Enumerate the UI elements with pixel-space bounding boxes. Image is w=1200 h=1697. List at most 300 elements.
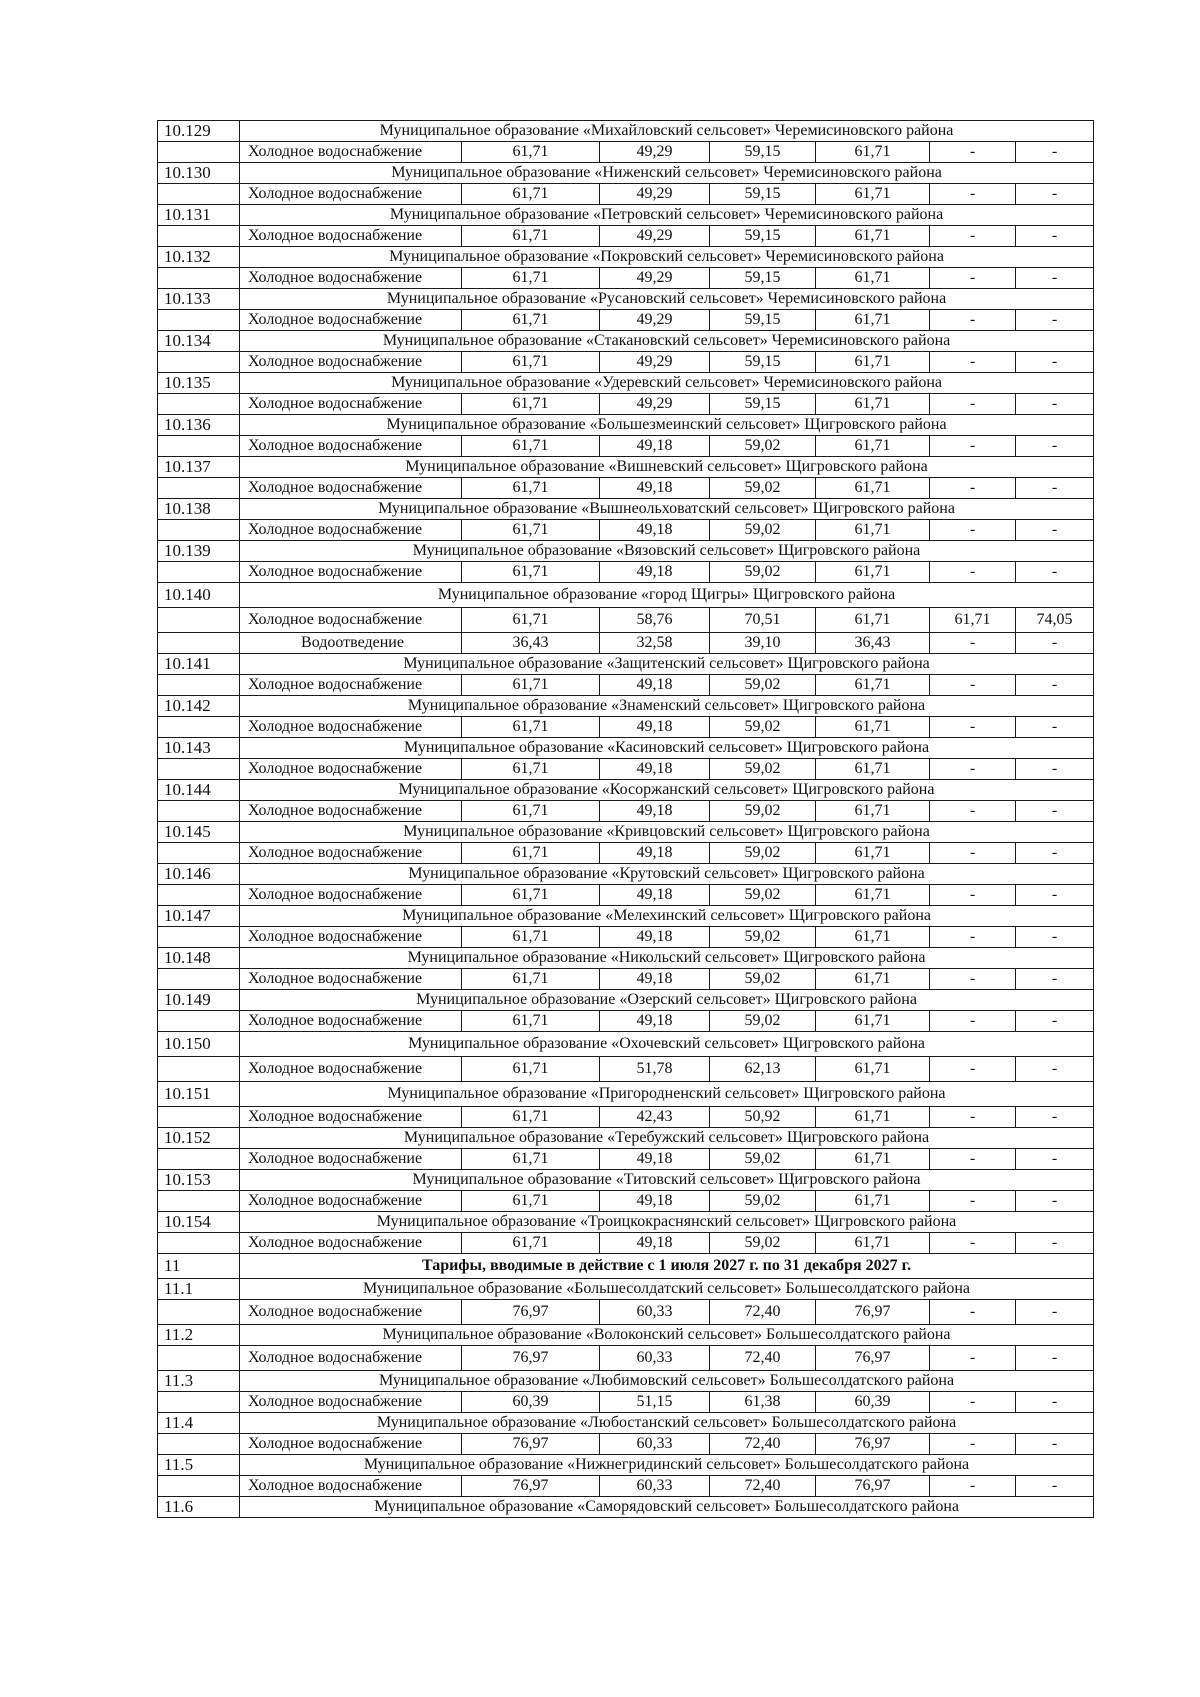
row-number-empty	[158, 562, 240, 583]
tariff-value: 61,71	[816, 608, 930, 633]
tariff-value: 61,71	[816, 226, 930, 247]
row-number: 10.138	[158, 499, 240, 520]
row-number-empty	[158, 969, 240, 990]
tariff-value: 61,71	[816, 1107, 930, 1128]
tariff-value: 49,29	[600, 310, 710, 331]
row-number: 10.152	[158, 1128, 240, 1149]
tariff-value: -	[1016, 226, 1094, 247]
row-number-empty	[158, 142, 240, 163]
service-row	[158, 310, 1094, 331]
service-name: Холодное водоснабжение	[240, 562, 462, 583]
municipality-header-row	[158, 1455, 1094, 1476]
service-name: Холодное водоснабжение	[240, 1300, 462, 1325]
row-number: 10.133	[158, 289, 240, 310]
tariff-value: 59,02	[710, 1191, 816, 1212]
tariff-value: 61,38	[710, 1392, 816, 1413]
municipality-header-row	[158, 1325, 1094, 1346]
tariff-value: 61,71	[816, 843, 930, 864]
row-number: 10.151	[158, 1082, 240, 1107]
service-name: Холодное водоснабжение	[240, 352, 462, 373]
municipality-header-row	[158, 289, 1094, 310]
row-number: 10.145	[158, 822, 240, 843]
tariff-value: 49,18	[600, 759, 710, 780]
service-name: Холодное водоснабжение	[240, 1107, 462, 1128]
tariff-value: -	[930, 675, 1016, 696]
service-name: Холодное водоснабжение	[240, 1149, 462, 1170]
tariff-value: 61,71	[462, 184, 600, 205]
row-number: 11	[158, 1254, 240, 1279]
tariff-value: -	[930, 633, 1016, 654]
tariff-value: 59,02	[710, 759, 816, 780]
tariff-value: 61,71	[816, 1233, 930, 1254]
municipality-title: Муниципальное образование «Саморядовский сельсовет» Большесолдатского района	[240, 1497, 1094, 1518]
municipality-header-row	[158, 780, 1094, 801]
tariff-value: 59,15	[710, 226, 816, 247]
tariff-value: -	[930, 801, 1016, 822]
service-name: Холодное водоснабжение	[240, 1346, 462, 1371]
row-number-empty	[158, 394, 240, 415]
tariff-value: -	[1016, 1300, 1094, 1325]
row-number-empty	[158, 1057, 240, 1082]
tariff-value: 72,40	[710, 1346, 816, 1371]
municipality-header-row	[158, 415, 1094, 436]
municipality-title: Муниципальное образование «Знаменский сельсовет» Щигровского района	[240, 696, 1094, 717]
tariff-value: 76,97	[816, 1476, 930, 1497]
tariff-value: 74,05	[1016, 608, 1094, 633]
tariff-value: 76,97	[816, 1300, 930, 1325]
service-row	[158, 717, 1094, 738]
tariff-value: 49,18	[600, 1149, 710, 1170]
row-number-empty	[158, 436, 240, 457]
row-number: 10.153	[158, 1170, 240, 1191]
tariff-value: 59,02	[710, 843, 816, 864]
row-number: 11.3	[158, 1371, 240, 1392]
municipality-title: Муниципальное образование «Никольский сельсовет» Щигровского района	[240, 948, 1094, 969]
municipality-header-row	[158, 1170, 1094, 1191]
tariff-value: -	[930, 969, 1016, 990]
tariff-value: -	[1016, 142, 1094, 163]
row-number-empty	[158, 1392, 240, 1413]
row-number: 10.132	[158, 247, 240, 268]
tariff-value: 49,18	[600, 969, 710, 990]
municipality-header-row	[158, 1212, 1094, 1233]
row-number-empty	[158, 608, 240, 633]
tariff-value: 61,71	[462, 562, 600, 583]
municipality-title: Муниципальное образование «Крутовский сельсовет» Щигровского района	[240, 864, 1094, 885]
service-name: Холодное водоснабжение	[240, 927, 462, 948]
service-name: Холодное водоснабжение	[240, 310, 462, 331]
tariff-value: 60,33	[600, 1434, 710, 1455]
tariff-table	[157, 120, 1094, 1518]
municipality-header-row	[158, 457, 1094, 478]
tariff-value: 59,15	[710, 352, 816, 373]
tariff-value: -	[1016, 1434, 1094, 1455]
tariff-value: -	[1016, 1011, 1094, 1032]
row-number-empty	[158, 675, 240, 696]
tariff-value: -	[1016, 1057, 1094, 1082]
municipality-header-row	[158, 247, 1094, 268]
tariff-value: -	[930, 1149, 1016, 1170]
tariff-value: -	[1016, 394, 1094, 415]
municipality-header-row	[158, 163, 1094, 184]
tariff-value: -	[930, 394, 1016, 415]
row-number: 11.5	[158, 1455, 240, 1476]
tariff-value: 61,71	[462, 310, 600, 331]
row-number-empty	[158, 927, 240, 948]
tariff-value: 61,71	[816, 520, 930, 541]
row-number: 10.134	[158, 331, 240, 352]
row-number-empty	[158, 1233, 240, 1254]
municipality-header-row	[158, 1032, 1094, 1057]
tariff-value: 49,18	[600, 478, 710, 499]
tariff-value: 61,71	[816, 184, 930, 205]
tariff-value: 59,02	[710, 436, 816, 457]
service-row	[158, 436, 1094, 457]
row-number: 10.129	[158, 121, 240, 142]
tariff-value: -	[1016, 675, 1094, 696]
municipality-header-row	[158, 373, 1094, 394]
tariff-value: 49,18	[600, 927, 710, 948]
municipality-header-row	[158, 990, 1094, 1011]
row-number: 10.146	[158, 864, 240, 885]
tariff-value: -	[1016, 1392, 1094, 1413]
tariff-value: 61,71	[462, 885, 600, 906]
service-row	[158, 1392, 1094, 1413]
section-title: Тарифы, вводимые в действие с 1 июля 2027 г. по 31 декабря 2027 г.	[240, 1254, 1094, 1279]
municipality-title: Муниципальное образование «Большесолдатский сельсовет» Большесолдатского района	[240, 1279, 1094, 1300]
tariff-value: -	[930, 1233, 1016, 1254]
tariff-value: 61,71	[462, 675, 600, 696]
service-name: Холодное водоснабжение	[240, 1476, 462, 1497]
tariff-value: -	[930, 1300, 1016, 1325]
tariff-value: 61,71	[462, 226, 600, 247]
municipality-header-row	[158, 499, 1094, 520]
municipality-title: Муниципальное образование «Теребужский сельсовет» Щигровского района	[240, 1128, 1094, 1149]
tariff-value: 61,71	[816, 1149, 930, 1170]
tariff-value: 49,18	[600, 885, 710, 906]
service-name: Холодное водоснабжение	[240, 843, 462, 864]
tariff-value: -	[1016, 478, 1094, 499]
row-number: 11.2	[158, 1325, 240, 1346]
tariff-value: 72,40	[710, 1434, 816, 1455]
service-name: Холодное водоснабжение	[240, 1191, 462, 1212]
tariff-value: -	[930, 562, 1016, 583]
tariff-value: -	[930, 310, 1016, 331]
service-row	[158, 226, 1094, 247]
municipality-header-row	[158, 1413, 1094, 1434]
service-name: Холодное водоснабжение	[240, 436, 462, 457]
tariff-value: 61,71	[462, 969, 600, 990]
tariff-value: 61,71	[462, 1107, 600, 1128]
municipality-header-row	[158, 1279, 1094, 1300]
service-row	[158, 478, 1094, 499]
row-number-empty	[158, 717, 240, 738]
row-number: 11.4	[158, 1413, 240, 1434]
tariff-value: 59,02	[710, 520, 816, 541]
tariff-value: 76,97	[462, 1346, 600, 1371]
tariff-value: -	[930, 1392, 1016, 1413]
service-row	[158, 1233, 1094, 1254]
tariff-value: 61,71	[462, 843, 600, 864]
tariff-value: -	[1016, 885, 1094, 906]
municipality-title: Муниципальное образование «Кривцовский сельсовет» Щигровского района	[240, 822, 1094, 843]
tariff-value: 59,15	[710, 310, 816, 331]
service-row	[158, 759, 1094, 780]
row-number-empty	[158, 1434, 240, 1455]
tariff-value: 61,71	[930, 608, 1016, 633]
tariff-value: 61,71	[816, 478, 930, 499]
service-name: Холодное водоснабжение	[240, 969, 462, 990]
tariff-value: -	[930, 843, 1016, 864]
row-number: 10.149	[158, 990, 240, 1011]
tariff-value: -	[1016, 268, 1094, 289]
municipality-title: Муниципальное образование «Охочевский сельсовет» Щигровского района	[240, 1032, 1094, 1057]
tariff-value: -	[930, 478, 1016, 499]
tariff-value: 51,15	[600, 1392, 710, 1413]
tariff-value: -	[930, 717, 1016, 738]
service-row	[158, 520, 1094, 541]
municipality-title: Муниципальное образование «Вишневский сельсовет» Щигровского района	[240, 457, 1094, 478]
row-number-empty	[158, 885, 240, 906]
tariff-value: 36,43	[816, 633, 930, 654]
tariff-value: 49,18	[600, 1191, 710, 1212]
service-row	[158, 1191, 1094, 1212]
row-number: 10.154	[158, 1212, 240, 1233]
municipality-title: Муниципальное образование «Покровский сельсовет» Черемисиновского района	[240, 247, 1094, 268]
municipality-header-row	[158, 948, 1094, 969]
tariff-value: 59,02	[710, 1011, 816, 1032]
row-number: 10.150	[158, 1032, 240, 1057]
tariff-value: 61,71	[816, 717, 930, 738]
tariff-value: 61,71	[816, 675, 930, 696]
tariff-value: 60,39	[462, 1392, 600, 1413]
tariff-value: 61,71	[816, 759, 930, 780]
tariff-value: -	[930, 1434, 1016, 1455]
municipality-title: Муниципальное образование «Косоржанский сельсовет» Щигровского района	[240, 780, 1094, 801]
tariff-value: 59,02	[710, 969, 816, 990]
tariff-value: 61,71	[462, 1191, 600, 1212]
service-row	[158, 1107, 1094, 1128]
tariff-value: -	[1016, 1107, 1094, 1128]
row-number-empty	[158, 843, 240, 864]
tariff-value: -	[1016, 352, 1094, 373]
tariff-value: -	[930, 142, 1016, 163]
row-number: 11.1	[158, 1279, 240, 1300]
tariff-value: -	[930, 927, 1016, 948]
municipality-title: Муниципальное образование «Вышнеольховатский сельсовет» Щигровского района	[240, 499, 1094, 520]
municipality-title: Муниципальное образование «Защитенский сельсовет» Щигровского района	[240, 654, 1094, 675]
tariff-value: 76,97	[462, 1476, 600, 1497]
tariff-value: 32,58	[600, 633, 710, 654]
tariff-value: 42,43	[600, 1107, 710, 1128]
service-name: Холодное водоснабжение	[240, 478, 462, 499]
tariff-value: 59,02	[710, 885, 816, 906]
tariff-value: -	[930, 436, 1016, 457]
tariff-value: 59,02	[710, 562, 816, 583]
tariff-value: -	[930, 184, 1016, 205]
municipality-title: Муниципальное образование «Троицкокраснянский сельсовет» Щигровского района	[240, 1212, 1094, 1233]
tariff-value: 59,02	[710, 927, 816, 948]
row-number: 10.141	[158, 654, 240, 675]
tariff-value: 76,97	[462, 1300, 600, 1325]
row-number: 11.6	[158, 1497, 240, 1518]
municipality-title: Муниципальное образование «Вязовский сельсовет» Щигровского района	[240, 541, 1094, 562]
municipality-header-row	[158, 1082, 1094, 1107]
tariff-value: -	[930, 1057, 1016, 1082]
tariff-value: 61,71	[462, 268, 600, 289]
tariff-value: 61,71	[462, 478, 600, 499]
municipality-header-row	[158, 1497, 1094, 1518]
row-number: 10.147	[158, 906, 240, 927]
tariff-value: -	[1016, 184, 1094, 205]
tariff-value: 61,71	[462, 801, 600, 822]
tariff-value: 59,15	[710, 184, 816, 205]
tariff-value: -	[1016, 969, 1094, 990]
row-number-empty	[158, 226, 240, 247]
tariff-value: 49,29	[600, 394, 710, 415]
municipality-title: Муниципальное образование «Любимовский сельсовет» Большесолдатского района	[240, 1371, 1094, 1392]
section-header-row	[158, 1254, 1094, 1279]
tariff-value: 61,71	[816, 142, 930, 163]
service-name: Холодное водоснабжение	[240, 675, 462, 696]
tariff-value: 61,71	[816, 969, 930, 990]
tariff-value: -	[1016, 310, 1094, 331]
row-number-empty	[158, 759, 240, 780]
municipality-header-row	[158, 205, 1094, 226]
tariff-value: 61,71	[816, 1191, 930, 1212]
service-name: Водоотведение	[240, 633, 462, 654]
municipality-header-row	[158, 121, 1094, 142]
row-number-empty	[158, 1149, 240, 1170]
tariff-value: -	[1016, 633, 1094, 654]
tariff-value: 61,71	[816, 436, 930, 457]
row-number: 10.140	[158, 583, 240, 608]
tariff-value: -	[930, 520, 1016, 541]
municipality-header-row	[158, 541, 1094, 562]
service-name: Холодное водоснабжение	[240, 608, 462, 633]
tariff-value: 61,71	[462, 1011, 600, 1032]
row-number: 10.131	[158, 205, 240, 226]
service-name: Холодное водоснабжение	[240, 717, 462, 738]
row-number-empty	[158, 633, 240, 654]
tariff-value: 59,02	[710, 1233, 816, 1254]
service-row	[158, 562, 1094, 583]
tariff-value: 49,29	[600, 226, 710, 247]
tariff-value: -	[930, 1107, 1016, 1128]
tariff-value: 60,33	[600, 1300, 710, 1325]
tariff-value: 61,71	[816, 927, 930, 948]
tariff-value: -	[930, 1191, 1016, 1212]
service-row	[158, 1300, 1094, 1325]
service-name: Холодное водоснабжение	[240, 1434, 462, 1455]
row-number-empty	[158, 184, 240, 205]
tariff-value: -	[1016, 1149, 1094, 1170]
service-row	[158, 1149, 1094, 1170]
tariff-value: 49,29	[600, 184, 710, 205]
tariff-value: -	[1016, 436, 1094, 457]
tariff-value: 76,97	[462, 1434, 600, 1455]
municipality-title: Муниципальное образование «Озерский сельсовет» Щигровского района	[240, 990, 1094, 1011]
service-name: Холодное водоснабжение	[240, 142, 462, 163]
tariff-value: 61,71	[462, 436, 600, 457]
tariff-value: 49,29	[600, 268, 710, 289]
tariff-value: -	[1016, 1476, 1094, 1497]
tariff-value: 59,15	[710, 394, 816, 415]
municipality-header-row	[158, 1128, 1094, 1149]
service-name: Холодное водоснабжение	[240, 394, 462, 415]
tariff-value: 36,43	[462, 633, 600, 654]
tariff-value: 72,40	[710, 1300, 816, 1325]
municipality-header-row	[158, 822, 1094, 843]
tariff-value: 60,33	[600, 1476, 710, 1497]
municipality-title: Муниципальное образование «Большезмеинский сельсовет» Щигровского района	[240, 415, 1094, 436]
tariff-value: 61,71	[816, 394, 930, 415]
tariff-value: 62,13	[710, 1057, 816, 1082]
tariff-value: -	[930, 352, 1016, 373]
municipality-title: Муниципальное образование «Русановский сельсовет» Черемисиновского района	[240, 289, 1094, 310]
municipality-title: Муниципальное образование «Волоконский сельсовет» Большесолдатского района	[240, 1325, 1094, 1346]
row-number-empty	[158, 1476, 240, 1497]
tariff-value: 49,18	[600, 1233, 710, 1254]
service-row	[158, 394, 1094, 415]
row-number-empty	[158, 801, 240, 822]
tariff-value: 61,71	[816, 352, 930, 373]
tariff-table-body	[158, 121, 1094, 1518]
service-name: Холодное водоснабжение	[240, 520, 462, 541]
row-number-empty	[158, 268, 240, 289]
service-row	[158, 633, 1094, 654]
service-name: Холодное водоснабжение	[240, 1392, 462, 1413]
tariff-value: -	[1016, 801, 1094, 822]
service-row	[158, 843, 1094, 864]
tariff-value: 39,10	[710, 633, 816, 654]
tariff-value: 61,71	[462, 1057, 600, 1082]
municipality-title: Муниципальное образование «Титовский сельсовет» Щигровского района	[240, 1170, 1094, 1191]
municipality-title: Муниципальное образование «Любостанский сельсовет» Большесолдатского района	[240, 1413, 1094, 1434]
service-name: Холодное водоснабжение	[240, 1011, 462, 1032]
municipality-header-row	[158, 906, 1094, 927]
row-number-empty	[158, 1300, 240, 1325]
tariff-value: 49,18	[600, 520, 710, 541]
row-number-empty	[158, 310, 240, 331]
municipality-title: Муниципальное образование «Нижнегридинский сельсовет» Большесолдатского района	[240, 1455, 1094, 1476]
service-name: Холодное водоснабжение	[240, 759, 462, 780]
tariff-value: -	[1016, 843, 1094, 864]
tariff-value: 49,18	[600, 562, 710, 583]
tariff-value: 76,97	[816, 1346, 930, 1371]
tariff-value: -	[1016, 1233, 1094, 1254]
municipality-title: Муниципальное образование «город Щигры» Щигровского района	[240, 583, 1094, 608]
tariff-value: 60,39	[816, 1392, 930, 1413]
tariff-value: 51,78	[600, 1057, 710, 1082]
municipality-title: Муниципальное образование «Стакановский сельсовет» Черемисиновского района	[240, 331, 1094, 352]
tariff-value: 59,02	[710, 801, 816, 822]
service-name: Холодное водоснабжение	[240, 268, 462, 289]
tariff-value: 49,18	[600, 436, 710, 457]
tariff-value: 49,18	[600, 843, 710, 864]
tariff-value: -	[930, 885, 1016, 906]
row-number: 10.130	[158, 163, 240, 184]
tariff-value: -	[930, 268, 1016, 289]
row-number-empty	[158, 352, 240, 373]
service-name: Холодное водоснабжение	[240, 885, 462, 906]
tariff-value: 61,71	[462, 352, 600, 373]
tariff-value: 61,71	[462, 394, 600, 415]
tariff-value: 61,71	[462, 520, 600, 541]
tariff-value: 61,71	[816, 1011, 930, 1032]
service-name: Холодное водоснабжение	[240, 801, 462, 822]
service-row	[158, 1057, 1094, 1082]
